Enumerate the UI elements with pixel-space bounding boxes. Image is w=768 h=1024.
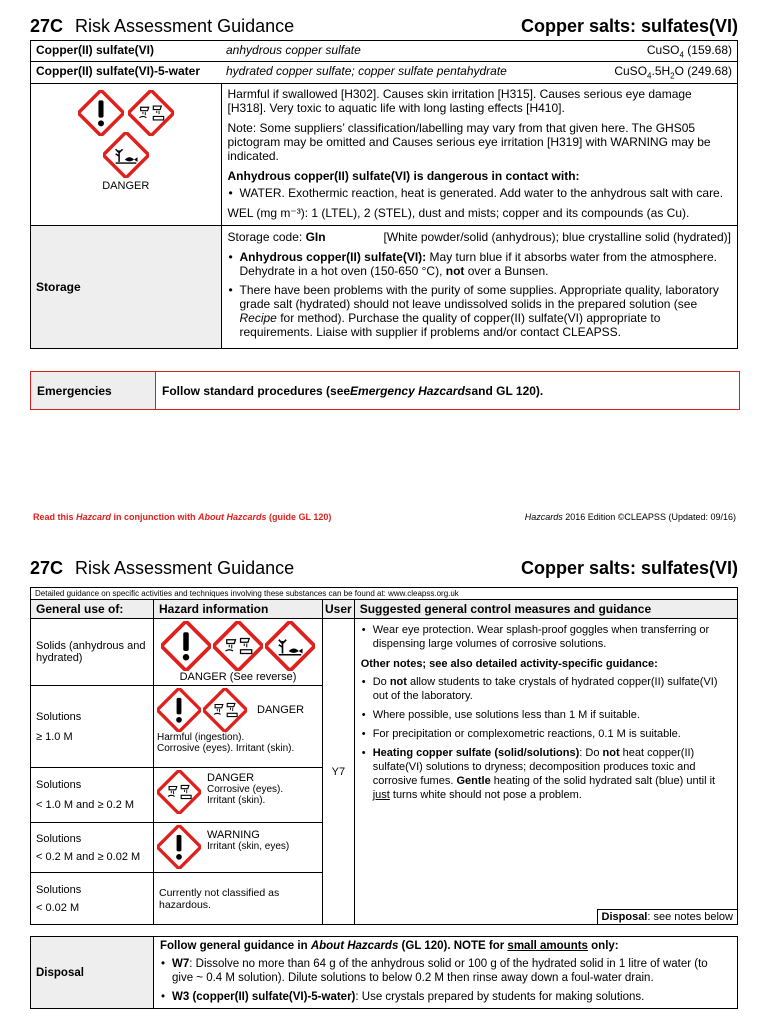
use-label: Solids (anhydrous and hydrated) [31, 619, 154, 686]
list-item: • Anhydrous copper(II) sulfate(VI): May turn blue if it absorbs water from the atmosphere. Dehydrate in a hot oven (150-650 °C), not over a Bunsen. [240, 250, 732, 278]
hazcard-code: 27C [30, 558, 64, 578]
user-code: Y7 [323, 619, 355, 925]
page1-title-row [30, 16, 738, 37]
exclamation-mark-icon [161, 621, 211, 671]
hazard-text: Corrosive (eyes). [207, 784, 284, 795]
list-item: • Where possible, use solutions less than 1 M if suitable. [373, 708, 731, 722]
list-item: • Do not allow students to take crystals of hydrated copper(II) sulfate(VI) out of the laboratory. [373, 675, 731, 703]
use-label: Solutions < 1.0 M and ≥ 0.2 M [31, 768, 154, 823]
substance-row [31, 41, 738, 62]
page2-title-row [30, 558, 738, 579]
hazard-text: Harmful if swallowed [H302]. Causes skin irritation [H315]. Causes serious eye damage [H318]. Very toxic to aquatic life with long lasting effects [H410]. [227, 86, 692, 115]
list-item: • Wear eye protection. Wear splash-proof goggles when transferring or dispensing large volumes of corrosive solutions. [373, 623, 731, 651]
corrosion-icon [157, 770, 201, 814]
water-warning: Anhydrous copper(II) sulfate(VI) is dangerous in contact with: [227, 168, 580, 183]
storage-description: [White powder/solid (anhydrous); blue crystalline solid (hydrated)] [383, 229, 731, 244]
signal-word: DANGER [257, 704, 305, 716]
exclamation-mark-icon [157, 688, 201, 732]
detail-note: Detailed guidance on specific activities and techniques involving these substances can be found at: www.cleapss.org.uk [31, 588, 738, 600]
hazard-text: Irritant (skin). [207, 795, 266, 806]
page1-title [30, 16, 294, 37]
disposal-heading: Follow general guidance in About Hazcards (GL 120). NOTE for small amounts only: [160, 940, 619, 952]
supplier-note: Note: Some suppliers’ classification/labelling may vary from that given here. The GHS05 pictogram may be omitted and Causes serious eye irritation [H319] with WARNING may be indicated. [227, 120, 711, 163]
use-label: Solutions < 0.2 M and ≥ 0.02 M [31, 823, 154, 873]
storage-row [31, 225, 738, 348]
table-row [31, 619, 738, 686]
environment-icon [265, 621, 315, 671]
hazard-cell [154, 768, 323, 823]
substance-title: Copper salts: sulfates(VI) [520, 16, 738, 36]
signal-word: DANGER [102, 179, 150, 192]
substance-title: Copper salts: sulfates(VI) [520, 558, 738, 578]
substance-name: Copper(II) sulfate(VI) [31, 41, 222, 62]
title-text: Risk Assessment Guidance [75, 558, 295, 578]
hazard-row [31, 83, 738, 225]
hazard-text: Irritant (skin, eyes) [207, 841, 290, 852]
footer-edition: Hazcards 2016 Edition ©CLEAPSS (Updated: 09/16) [524, 512, 736, 522]
environment-icon [103, 132, 149, 178]
use-label: Solutions ≥ 1.0 M [31, 686, 154, 768]
disposal-label: Disposal [31, 937, 154, 1009]
disposal-row [31, 937, 738, 1009]
storage-content [221, 225, 738, 348]
storage-bullets [228, 250, 732, 339]
substance-desc: hydrated copper sulfate; copper sulfate pentahydrate [221, 62, 555, 83]
hazard-info-table [30, 40, 738, 349]
guidance-bullets [361, 623, 731, 651]
list-item: • W3 (copper(II) sulfate(VI)-5-water): Use crystals prepared by students for making solutions. [172, 990, 731, 1004]
column-header: Suggested general control measures and guidance [354, 600, 737, 619]
guidance-cell [354, 619, 737, 925]
disposal-note: Disposal: see notes below [597, 909, 737, 924]
list-item: • For precipitation or complexometric reactions, 0.1 M is suitable. [373, 727, 731, 741]
hazard-text: Corrosive (eyes). Irritant (skin). [157, 743, 295, 754]
emergencies-text: Follow standard procedures (see Emergency Hazcards and GL 120). [162, 383, 544, 398]
risk-assessment-table [30, 587, 738, 925]
disposal-bullets [160, 957, 731, 1004]
list-item: • WATER. Exothermic reaction, heat is generated. Add water to the anhydrous salt with care. [240, 186, 732, 200]
footer-note: Read this Hazcard in conjunction with About Hazcards (guide GL 120) [33, 512, 332, 522]
use-label: Solutions < 0.02 M [31, 873, 154, 925]
substance-name: Copper(II) sulfate(VI)-5-water [31, 62, 222, 83]
other-notes-bullets [361, 675, 731, 802]
substance-formula: $CuSO_4.5H_2O$ (249.68) [555, 62, 737, 83]
column-header: General use of: [31, 600, 154, 619]
storage-code-line: Storage code: GIn [White powder/solid (anhydrous); blue crystalline solid (hydrated)] [227, 229, 731, 244]
water-bullets [228, 186, 732, 200]
list-item: • W7: Dissolve no more than 64 g of the anhydrous solid or 100 g of the hydrated solid in 1 litre of water (to give ~ 0.4 M solution). Dilute solutions to below 0.2 M then rinse away down a foul-water drain. [172, 957, 731, 985]
hazcard-code: 27C [30, 16, 64, 36]
hazard-text: Currently not classified as hazardous. [154, 873, 323, 925]
other-notes-heading: Other notes; see also detailed activity-specific guidance: [360, 658, 658, 670]
column-header: Hazard information [154, 600, 323, 619]
list-item: • Heating copper sulfate (solid/solutions): Do not heat copper(II) sulfate(VI) solutions to dryness; decomposition produces toxic and corrosive fumes. Gentle heating of the solid hydrated salt (blue) until it just turns white should not pose a problem. [373, 746, 731, 802]
substance-desc: anhydrous copper sulfate [221, 41, 555, 62]
storage-label: Storage [31, 225, 222, 348]
substance-row [31, 62, 738, 83]
emergencies-label: Emergencies [31, 372, 156, 409]
signal-word: WARNING [207, 829, 260, 841]
emergencies-box [30, 371, 740, 410]
wel-text: WEL (mg m⁻³): 1 (LTEL), 2 (STEL), dust and mists; copper and its compounds (as Cu). [227, 205, 690, 220]
ghs-pictograms [31, 83, 222, 225]
corrosion-icon [203, 688, 247, 732]
list-item: • There have been problems with the purity of some supplies. Appropriate quality, laboratory grade salt (hydrated) should not leave undissolved solids in the prepared solution (see Recipe for method). Purchase the quality of copper(II) sulfate(VI) appropriate to requirements. Liaise with supplier if problems and/or contact CLEAPSS. [240, 283, 732, 339]
detail-note-row [31, 588, 738, 600]
hazard-cell [154, 619, 323, 686]
column-header: User [323, 600, 355, 619]
title-text: Risk Assessment Guidance [75, 16, 295, 36]
exclamation-mark-icon [78, 90, 124, 136]
header-row [31, 600, 738, 619]
corrosion-icon [213, 621, 263, 671]
exclamation-mark-icon [157, 825, 201, 869]
signal-word: DANGER [207, 772, 255, 784]
hazard-cell [154, 686, 323, 768]
substance-formula: CuSO$_4$ (159.68) [555, 41, 737, 62]
signal-word: DANGER (See reverse) [179, 671, 297, 683]
hazard-text: Harmful (ingestion). [157, 732, 245, 743]
hazard-cell [154, 823, 323, 873]
hazard-statements [221, 83, 738, 225]
page2-title [30, 558, 294, 579]
disposal-table [30, 936, 738, 1009]
corrosion-icon [128, 90, 174, 136]
disposal-content [154, 937, 738, 1009]
